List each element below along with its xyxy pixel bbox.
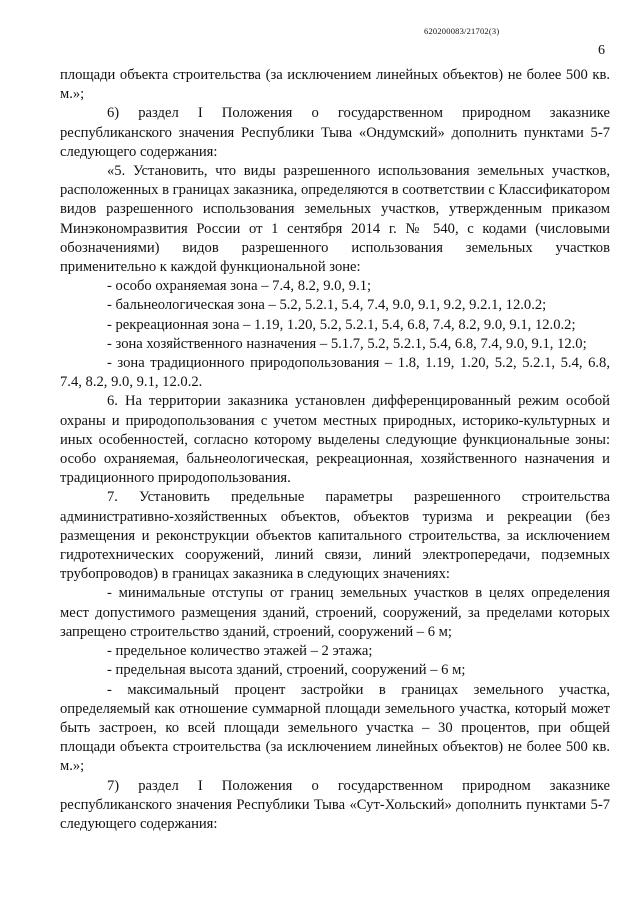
document-body [60,66,610,834]
document-code: 620200083/21702(3) [424,26,500,36]
paragraph: площади объекта строительства (за исключением линейных объектов) не более 500 кв. м.»; [60,67,610,103]
list-item: - зона традиционного природопользования – 1.8, 1.19, 1.20, 5.2, 5.2.1, 5.4, 6.8, 7.4, 8.2, 9.0, 9.1, 12.0.2. [60,355,610,391]
list-item: - минимальные отступы от границ земельных участков в целях определения мест допустимого размещения зданий, строений, сооружений, за пределами которых запрещено строительство зданий, строений, сооружений – 6 м; [60,585,610,640]
list-item: - максимальный процент застройки в границах земельного участка, определяемый как отношение суммарной площади земельного участка, который может быть застроен, ко всей площади земельного участка – 30 процентов, при общей площади объекта строительства (за исключением линейных объектов) не более 500 кв. м.»; [60,681,610,775]
list-item: - предельная высота зданий, строений, сооружений – 6 м; [107,662,466,679]
paragraph: «5. Установить, что виды разрешенного использования земельных участков, расположенных в границах заказника, определяются в соответствии с Классификатором видов разрешенного использования земельных участков, утвержденным приказом Минэкономразвития России от 1 сентября 2014 г. № 540, с кодами (числовыми обозначениями) видов разрешенного использования земельных участков применительно к каждой функциональной зоне: [60,163,610,276]
list-item: - предельное количество этажей – 2 этажа; [107,643,373,660]
paragraph: 6) раздел I Положения о государственном природном заказнике республиканского значения Республики Тыва «Ондумский» дополнить пунктами 5-7 следующего содержания: [60,105,610,160]
list-item: - особо охраняемая зона – 7.4, 8.2, 9.0, 9.1; [107,278,372,295]
paragraph: 6. На территории заказника установлен дифференцированный режим особой охраны и природопользования с учетом местных природных, историко-культурных и иных особенностей, согласно которому выделены следующие функциональные зоны: особо охраняемая, бальнеологическая, рекреационная, хозяйственного назначения и традиционного природопользования. [60,393,610,487]
paragraph: 7. Установить предельные параметры разрешенного строительства административно-хозяйственных объектов, объектов туризма и рекреации (без размещения и реконструкции объектов капитального строительства, за исключением гидротехнических сооружений, линий связи, линий электропередачи, подземных трубопроводов) в границах заказника в следующих значениях: [60,489,610,583]
page-number: 6 [598,43,605,58]
list-item: - зона хозяйственного назначения – 5.1.7, 5.2, 5.2.1, 5.4, 6.8, 7.4, 9.0, 9.1, 12.0; [107,335,587,352]
list-item: - рекреационная зона – 1.19, 1.20, 5.2, 5.2.1, 5.4, 6.8, 7.4, 8.2, 9.0, 9.1, 12.0.2; [107,316,576,333]
list-item: - бальнеологическая зона – 5.2, 5.2.1, 5.4, 7.4, 9.0, 9.1, 9.2, 9.2.1, 12.0.2; [107,297,547,314]
paragraph: 7) раздел I Положения о государственном природном заказнике республиканского значения Республики Тыва «Сут-Хольский» дополнить пунктами 5-7 следующего содержания: [60,777,610,832]
